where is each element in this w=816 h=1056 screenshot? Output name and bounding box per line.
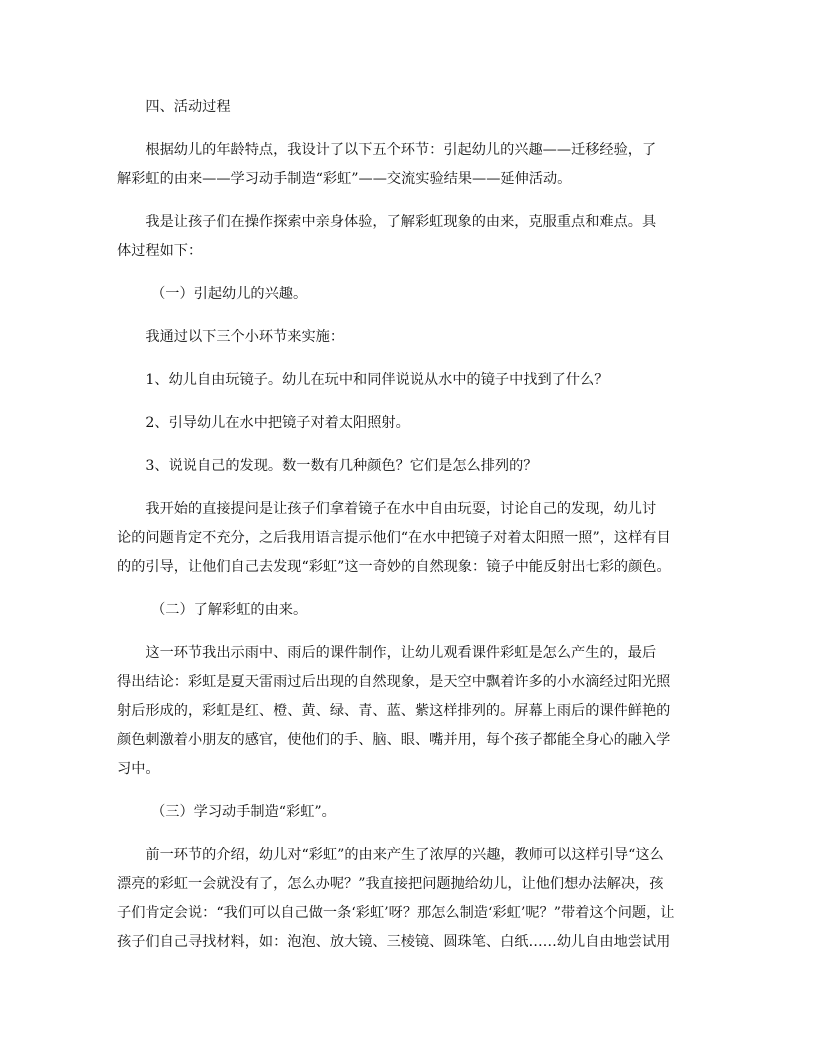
- document-content: [117, 93, 701, 971]
- paragraph-line: 孩子们自己寻找材料，如：泡泡、放大镜、三棱镜、圆珠笔、白纸……幼儿自由地尝试用: [117, 934, 671, 950]
- section-heading: [117, 93, 701, 122]
- paragraph-line: 颜色刺激着小朋友的感官，使他们的手、脑、眼、嘴并用，每个孩子都能全身心的融入学: [117, 732, 671, 748]
- paragraph-overview: [117, 136, 701, 194]
- paragraph-line: 根据幼儿的年龄特点，我设计了以下五个环节：引起幼儿的兴趣——迁移经验，了: [145, 142, 657, 158]
- paragraph-approach: [117, 208, 701, 266]
- step-text: 1、幼儿自由玩镜子。幼儿在玩中和同伴说说从水中的镜子中找到了什么？: [145, 372, 609, 388]
- part3-body: [117, 841, 701, 957]
- part1-step-1: [117, 366, 701, 395]
- paragraph-line: 解彩虹的由来——学习动手制造“彩虹”——交流实验结果——延伸活动。: [117, 171, 572, 187]
- paragraph-line: 得出结论：彩虹是夏天雷雨过后出现的自然现象，是天空中飘着许多的小水滴经过阳光照: [117, 674, 671, 690]
- part1-title: [117, 280, 701, 309]
- paragraph-line: 论的问题肯定不充分，之后我用语言提示他们“在水中把镜子对着太阳照一照”，这样有目: [117, 530, 671, 546]
- paragraph-line: 我开始的直接提问是让孩子们拿着镜子在水中自由玩耍，讨论自己的发现，幼儿讨: [145, 501, 657, 517]
- part1-intro: [117, 323, 701, 352]
- part1-step-2: [117, 409, 701, 438]
- part3-title: [117, 798, 701, 827]
- part2-title-text: （二）了解彩虹的由来。: [151, 602, 308, 618]
- paragraph-line: 体过程如下：: [117, 243, 203, 259]
- section-heading-text: 四、活动过程: [145, 99, 231, 115]
- step-text: 3、说说自己的发现。数一数有几种颜色？它们是怎么排列的？: [145, 458, 538, 474]
- part2-title: [117, 596, 701, 625]
- paragraph-line: 子们肯定会说：“我们可以自己做一条‘彩虹’呀？那怎么制造‘彩虹’呢？”带着这个问题，让: [117, 905, 675, 921]
- paragraph-line: 我是让孩子们在操作探索中亲身体验，了解彩虹现象的由来，克服重点和难点。具: [145, 214, 657, 230]
- paragraph-line: 前一环节的介绍，幼儿对“彩虹”的由来产生了浓厚的兴趣，教师可以这样引导“这么: [145, 847, 664, 863]
- step-text: 2、引导幼儿在水中把镜子对着太阳照射。: [145, 415, 410, 431]
- part1-title-text: （一）引起幼儿的兴趣。: [151, 286, 308, 302]
- paragraph-line: 这一环节我出示雨中、雨后的课件制作，让幼儿观看课件彩虹是怎么产生的，最后: [145, 645, 657, 661]
- part3-title-text: （三）学习动手制造“彩虹”。: [151, 804, 336, 820]
- paragraph-line: 射后形成的，彩虹是红、橙、黄、绿、青、蓝、紫这样排列的。屏幕上雨后的课件鲜艳的: [117, 703, 671, 719]
- paragraph-line: 的的引导，让他们自己去发现“彩虹”这一奇妙的自然现象：镜子中能反射出七彩的颜色。: [117, 559, 671, 575]
- paragraph-line: 漂亮的彩虹一会就没有了，怎么办呢？”我直接把问题抛给幼儿，让他们想办法解决，孩: [117, 876, 664, 892]
- part1-intro-text: 我通过以下三个小环节来实施：: [145, 329, 345, 345]
- part1-summary: [117, 495, 701, 582]
- part2-body: [117, 639, 701, 784]
- part1-step-3: [117, 452, 701, 481]
- paragraph-line: 习中。: [117, 761, 160, 777]
